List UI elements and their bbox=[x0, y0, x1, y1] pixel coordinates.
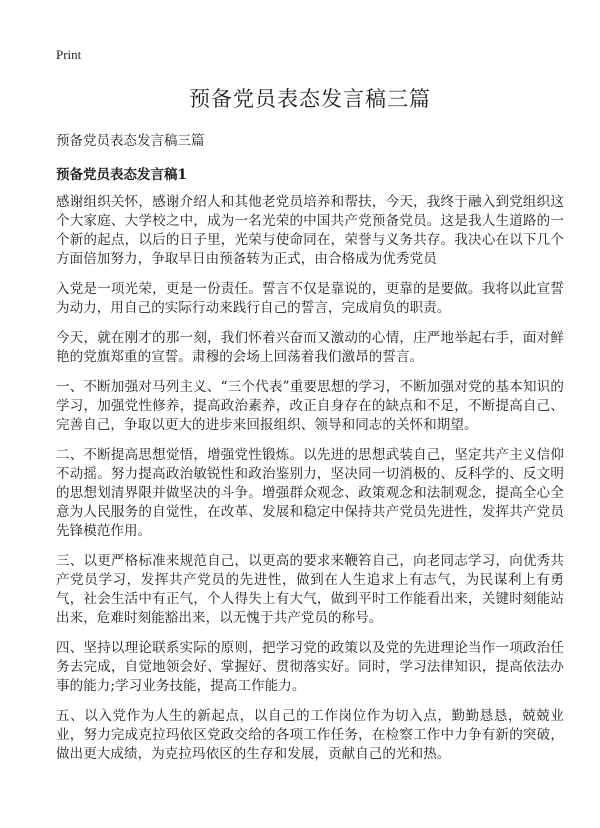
paragraph-1: 感谢组织关怀，感谢介绍人和其他老党员培养和帮扶，今天，我终于融入到党组织这个大家庭、大学校之中，成为一名光荣的中国共产党预备党员。这是我人生道路的一个新的起点，以后的日子里，光荣与使命同在，荣誉与义务共存。我决心在以下几个方面倍加努力，争取早日由预备转为正式，由合格成为优秀党员 bbox=[56, 194, 564, 267]
paragraph-7: 四、坚持以理论联系实际的原则，把学习党的政策以及党的先进理论当作一项政治任务去完成，自觉地领会好、掌握好、贯彻落实好。同时，学习法律知识，提高依法办事的能力;学习业务技能，提高工作能力。 bbox=[56, 640, 564, 694]
paragraph-5: 二、不断提高思想觉悟，增强党性锻炼。以先进的思想武装自己，坚定共产主义信仰不动摇。努力提高政治敏锐性和政治鉴别力，坚决同一切消极的、反科学的、反文明的思想划清界限并做坚决的斗争。增强群众观念、政策观念和法制观念，提高全心全意为人民服务的自觉性，在改革、发展和稳定中保持共产党员先进性，发挥共产党员先锋模范作用。 bbox=[56, 447, 564, 539]
paragraph-8: 五、以入党作为人生的新起点，以自己的工作岗位作为切入点，勤勤恳恳，兢兢业业，努力完成克拉玛依区党政交给的各项工作任务，在检察工作中力争有新的突破，做出更大成绩，为克拉玛依区的生存和发展，贡献自己的光和热。 bbox=[56, 708, 564, 762]
document-body bbox=[56, 193, 564, 764]
paragraph-2: 入党是一项光荣，更是一份责任。誓言不仅是靠说的，更靠的是要做。我将以此宣誓为动力，用自己的实际行动来践行自己的誓言，完成肩负的职责。 bbox=[56, 281, 564, 316]
print-link[interactable]: Print bbox=[56, 47, 82, 62]
paragraph-6: 三、以更严格标准来规范自己，以更高的要求来鞭笞自己，向老同志学习，向优秀共产党员学习，发挥共产党员的先进性，做到在人生追求上有志气，为民谋利上有勇气，社会生活中有正气，个人得失上有大气，做到平时工作能看出来，关键时刻能站出来，危难时刻能豁出来，以无愧于共产党员的称号。 bbox=[56, 553, 564, 626]
paragraph-4: 一、不断加强对马列主义、“三个代表”重要思想的学习，不断加强对党的基本知识的学习，加强党性修养，提高政治素养，改正自身存在的缺点和不足，不断提高自己、完善自己，争取以更大的进步来回报组织、领导和同志的关怀和期望。 bbox=[56, 379, 564, 433]
document-title: 预备党员表态发言稿三篇 bbox=[189, 87, 431, 111]
section-heading: 预备党员表态发言稿1 bbox=[56, 167, 187, 183]
paragraph-3: 今天，就在刚才的那一刻，我们怀着兴奋而又激动的心情，庄严地举起右手，面对鲜艳的党旗郑重的宣誓。肃穆的会场上回荡着我们激昂的誓言。 bbox=[56, 330, 564, 365]
document-subtitle: 预备党员表态发言稿三篇 bbox=[56, 133, 205, 149]
